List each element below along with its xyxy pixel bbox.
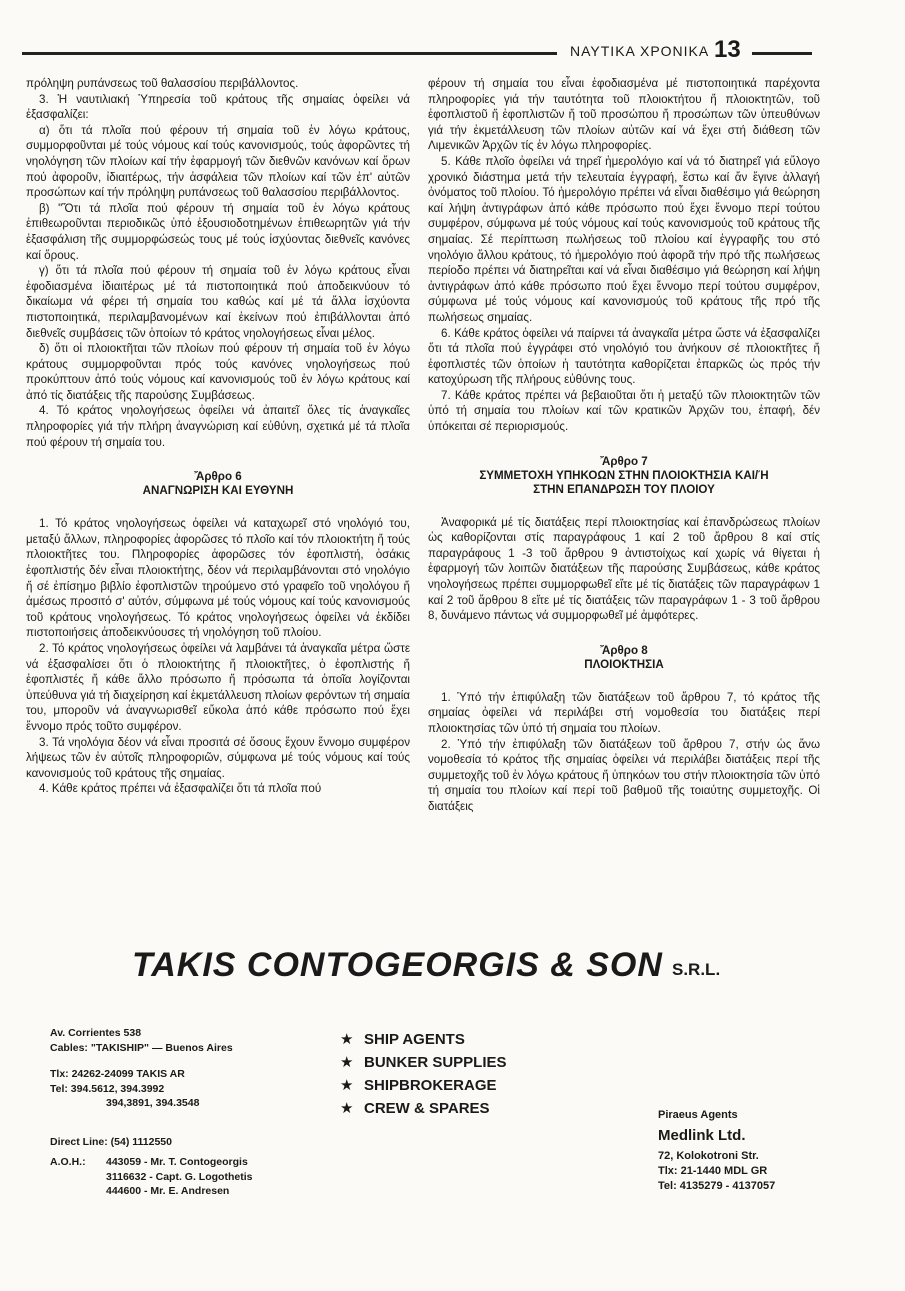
ad-agents-address: 72, Kolokotroni Str. [658, 1150, 759, 1162]
ad-aoh-contact: 444600 - Mr. E. Andresen [106, 1185, 230, 1197]
ad-piraeus-agents [658, 1108, 775, 1194]
page-header [22, 38, 812, 68]
ad-address: Av. Corrientes 538 [50, 1027, 142, 1039]
paragraph: α) ὅτι τά πλοῖα πού φέρουν τή σημαία τοῦ ἐν λόγω κράτους, συμμορφοῦνται μέ τούς νόμους καί τούς κανονισμούς, τούς ἀφορῶντες τή νηολόγηση τῶν πλοίων καί τήν ἐφαρμογή τῶν διεθνῶν κανόνων καί ὅρων πού ἀφοροῦν, ἰδιαιτέρως, τήν ἀσφάλεια τῶν πλοίων καί τῶν ἐπ' αὐτῶν προσώπων καί τήν πρόληψη ρυπάνσεως τοῦ θαλασσίου περιβάλλοντος. [26, 123, 410, 200]
article-title: ΑΝΑΓΝΩΡΙΣΗ ΚΑΙ ΕΥΘΥΝΗ [142, 484, 294, 498]
ad-telex: Tlx: 24262-24099 TAKIS AR [50, 1068, 185, 1080]
ad-aoh-contact: 443059 - Mr. T. Contogeorgis [106, 1156, 248, 1168]
paragraph: 1. Τό κράτος νηολογήσεως ὀφείλει νά καταχωρεῖ στό νηολόγιό του, μεταξύ ἄλλων, πληροφορίες ἀφορῶσες τό πλοῖο καί τόν πλοιοκτήτη ἤ τούς πλοιοκτῆτες του. Πληροφορίες ἀφορῶσες τόν ἐφοπλιστή, ὁσάκις ἐφοπλιστής δέν εἶναι πλοιοκτήτης, δέον νά περιλαμβάνονται στό νηολόγιο ἤ σέ ἐπίσημο βιβλίο ἐφοπλιστῶν τηρούμενο στό γραφεῖο τοῦ νηολόγου ἤ ἀμέσως προσιτό σ' αὐτόν, σύμφωνα μέ τούς νόμους καί τούς κανονισμούς τοῦ κράτους νηολογήσεως. Τό κράτος νηολογήσεως ὀφείλει νά ἐκδίδει πιστοποιήσεις ἀποδεικνύουσες τή νηολόγηση τοῦ πλοίου. [26, 517, 410, 640]
paragraph: 3. Τά νηολόγια δέον νά εἶναι προσιτά σέ ὅσους ἔχουν ἔννομο συμφέρον λήψεως τῶν ἐν αὐτοῖς πληροφοριῶν, σύμφωνα μέ τούς νόμους καί τούς κανονισμούς τοῦ κράτους τῆς σημαίας. [26, 735, 410, 780]
ad-company-name: TAKIS CONTOGEORGIS & SON [132, 946, 663, 984]
paragraph: Ἀναφορικά μέ τίς διατάξεις περί πλοιοκτησίας καί ἐπανδρώσεως πλοίων ὡς καθορίζονται στίς παραγράφους 1 καί 2 τοῦ ἄρθρου 8 καί στίς παραγράφους 1 -3 τοῦ ἄρθρου 9 ἀντιστοίχως καί χωρίς νά θίγεται ἡ ἐφαρμογή τῶν λοιπῶν διατάξεων τῆς παρούσης Συμβάσεως, κάθε κράτος νηολογήσεως πρέπει συμμορφωθεῖ εἴτε μέ τίς διατάξεις τῶν παραγράφων 1 καί 2 τοῦ ἄρθρου 8 εἴτε μέ τίς διατάξεις τῶν παραγράφων 1 - 3 τοῦ ἄρθρου 8, δυνάμενο πάντως νά συμμορφωθεῖ μέ ἀμφότερες. [428, 515, 820, 623]
ad-direct-line: Direct Line: (54) 1112550 [50, 1135, 172, 1148]
star-icon: ★ [340, 1031, 354, 1048]
paragraph: δ) ὅτι οἱ πλοιοκτῆται τῶν πλοίων πού φέρουν τή σημαία τοῦ ἐν λόγω κράτους συμμορφοῦνται πρός τούς κανόνες νηολογήσεως πού προκύπτουν ἀπό τούς νόμους καί κανονισμούς τοῦ ἐν λόγω κράτους καί ἀπό τίς διατάξεις τῆς παρούσης Συμβάσεως. [26, 342, 410, 402]
article-title-line2: ΣΤΗΝ ΕΠΑΝΔΡΩΣΗ ΤΟΥ ΠΛΟΙΟΥ [533, 482, 715, 496]
ad-contact-block [50, 1026, 340, 1199]
paragraph: β) "Ὅτι τά πλοῖα πού φέρουν τή σημαία τοῦ ἐν λόγω κράτους ἐπιθεωροῦνται περιοδικῶς ὑπό ἐξουσιοδοτημένων ἐπιθεωρητῶν γιά τήν ἐξασφάλιση τῆς συμμορφώσεώς τους μέ τούς ἰσχύοντας διεθνεῖς κανόνες καί ὅρους. [26, 201, 410, 262]
article-number: Ἄρθρο 7 [600, 454, 648, 468]
ad-service-item: ★ CREW & SPARES [340, 1097, 507, 1120]
header-rule-right [752, 52, 812, 55]
star-icon: ★ [340, 1054, 354, 1071]
header-rule-left [22, 52, 557, 55]
left-column [26, 76, 410, 797]
star-icon: ★ [340, 1100, 354, 1117]
ad-service-item: ★ BUNKER SUPPLIES [340, 1051, 507, 1074]
ad-aoh-row [50, 1155, 340, 1170]
ad-service-item: ★ SHIPBROKERAGE [340, 1074, 507, 1097]
article-number: Ἄρθρο 8 [600, 643, 648, 657]
ad-aoh-label: A.O.H.: [50, 1156, 86, 1168]
paragraph: πρόληψη ρυπάνσεως τοῦ θαλασσίου περιβάλλοντος. [26, 77, 299, 90]
ad-company-suffix: S.R.L. [672, 960, 721, 979]
page-number: 13 [714, 36, 741, 63]
article-title: ΣΥΜΜΕΤΟΧΗ ΥΠΗΚΟΩΝ ΣΤΗΝ ΠΛΟΙΟΚΤΗΣΙΑ ΚΑΙ/Ή [479, 468, 769, 482]
ad-service-item: ★ SHIP AGENTS [340, 1028, 507, 1051]
paragraph: 1. Ὑπό τήν ἐπιφύλαξη τῶν διατάξεων τοῦ ἄρθρου 7, τό κράτος τῆς σημαίας ὀφείλει νά περιλάβει στή νομοθεσία του διατάξεις περί πλοιοκτησίας τῶν ὑπό τή σημαία του πλοίων. [428, 690, 820, 735]
ad-telephone: Tel: 394.5612, 394.3992 [50, 1082, 165, 1095]
article-title: ΠΛΟΙΟΚΤΗΣΙΑ [584, 657, 664, 671]
paragraph: 6. Κάθε κράτος ὀφείλει νά παίρνει τά ἀναγκαῖα μέτρα ὥστε νά ἐξασφαλίζει ὅτι τά πλοῖα πού ἐγγράφει στό νηολόγιό του ἀνήκουν σέ πλοιοκτῆτες ἤ ἐφοπλιστές τῶν ὁποίων ἡ ταυτότητα καθορίζεται ἐπαρκῶς ὡς πρός τήν κατοχύρωση τῆς πλήρους εὐθύνης τους. [428, 326, 820, 387]
paragraph: φέρουν τή σημαία του εἶναι ἐφοδιασμένα μέ πιστοποιητικά παρέχοντα πληροφορίες γιά τήν ταυτότητα τοῦ πλοιοκτήτου ἤ πλοιοκτητῶν, τοῦ ἐφοπλιστοῦ ἤ ἐφοπλιστῶν ἤ τοῦ προσώπου ἤ προσώπων τῶν ὑπευθύνων γιά τήν ἐκμετάλλευση τῶν πλοίων αὐτῶν καί νά ἔχει στή διάθεση τῶν Λιμενικῶν Ἀρχῶν τίς ἐν λόγω πληροφορίες. [428, 77, 820, 153]
paragraph: γ) ὅτι τά πλοῖα πού φέρουν τή σημαία τοῦ ἐν λόγω κράτους εἶναι ἐφοδιασμένα ἰδιαιτέρως μέ τά πιστοποιητικά πού ἀποδεικνύουν τό δικαίωμα νά φέρει τή σημαία του καθώς καί μέ τά ἄλλα ἰσχύοντα πιστοποιητικά, περιλαμβανομένων καί ἐκείνων πού ἐπιβάλλονται ἀπό διεθνεῖς συμβάσεις τῶν ὁποίων τό κράτος νηολογήσεως εἶναι μέλος. [26, 264, 410, 340]
paragraph: 4. Κάθε κράτος πρέπει νά ἐξασφαλίζει ὅτι τά πλοῖα πού [39, 782, 322, 796]
magazine-name: ΝΑΥΤΙΚΑ ΧΡΟΝΙΚΑ [570, 43, 710, 59]
ad-agents-name: Medlink Ltd. [658, 1127, 746, 1144]
article-7-heading [428, 455, 820, 497]
ad-agents-label: Piraeus Agents [658, 1109, 738, 1121]
ad-cables: Cables: "TAKISHIP" — Buenos Aires [50, 1041, 233, 1054]
ad-agents-telephone: Tel: 4135279 - 4137057 [658, 1180, 776, 1192]
ad-agents-telex: Tlx: 21-1440 MDL GR [658, 1165, 768, 1177]
paragraph: 5. Κάθε πλοῖο ὀφείλει νά τηρεῖ ἡμερολόγιο καί νά τό διατηρεῖ γιά εὔλογο χρονικό διάστημα μετά τήν τελευταία ἐγγραφή, ἔστω καί ἄν ἔγινε ἀλλαγή ὀνόματος τοῦ πλοίου. Τό ἡμερολόγιο πρέπει νά εἶναι διαθέσιμο γιά θεώρηση καί λήψη ἀντιγράφων ἀπό κάθε πρόσωπο πού ἔχει ἔννομο περί τούτου συμφέρον, σύμφωνα μέ τούς νόμους καί τούς κανονισμούς τοῦ κράτους τῆς σημαίας. Σέ περίπτωση πωλήσεως τοῦ πλοίου καί ἐγγραφῆς του στό νηολόγιο ἄλλου κράτους, τό ἡμερολόγιο πού ἀφορᾶ τήν πρό τῆς πωλήσεως περίοδο πρέπει νά διατηρεῖται καί νά εἶναι διαθέσιμο γιά θεώρηση καί λήψη ἀντιγράφων ἀπό κάθε πρόσωπο πού ἔχει ἔννομο περί τούτου συμφέρον, σύμφωνα μέ τούς νόμους καί κανονισμούς τοῦ κράτους τῆς πρό τῆς πωλήσεως σημαίας. [428, 154, 820, 324]
ad-telephone-cont: 394,3891, 394.3548 [106, 1097, 200, 1109]
article-8-heading [428, 644, 820, 672]
ad-services-list [340, 1028, 507, 1120]
advertisement [22, 942, 822, 1242]
paragraph: 7. Κάθε κράτος πρέπει νά βεβαιοῦται ὅτι ἡ μεταξύ τῶν πλοιοκτητῶν τῶν ὑπό τή σημαία του πλοίων καί τῶν κρατικῶν Ἀρχῶν του, ἐπαφή, δέν ὑπόκειται σέ περιορισμούς. [428, 388, 820, 434]
paragraph: 4. Τό κράτος νηολογήσεως ὀφείλει νά ἀπαιτεῖ ὅλες τίς ἀναγκαῖες πληροφορίες γιά τήν πλήρη ἀναγνώριση καί εὐθύνη, σχετικά μέ τά πλοῖα πού φέρουν τή σημαία του. [26, 404, 410, 449]
article-number: Ἄρθρο 6 [194, 470, 242, 484]
paragraph: 2. Τό κράτος νηολογήσεως ὀφείλει νά λαμβάνει τά ἀναγκαῖα μέτρα ὥστε νά ἐξασφαλίσει ὅτι ὁ πλοιοκτήτης ἤ πλοιοκτῆτες, ὁ ἐφοπλιστής ἤ ἐφοπλιστές ἤ κάθε ἄλλο πρόσωπο ἤ πρόσωπα τά ὁποῖα λογίζονται ὑπεύθυνα γιά τή διαχείρηση καί ἐκμετάλλευση πλοίων φερόντων τή σημαία του, μποροῦν νά ἀναγνωρισθεῖ εὔκολα ἀπό κάθε πρόσωπο πού ἔχει ἔννομο πρός τοῦτο συμφέρον. [26, 642, 410, 733]
paragraph: 2. Ὑπό τήν ἐπιφύλαξη τῶν διατάξεων τοῦ ἄρθρου 7, στήν ὡς ἄνω νομοθεσία τό κράτος τῆς σημαίας ὀφείλει νά περιλάβει διατάξεις περί τῆς συμμετοχῆς τοῦ ἐν λόγω κράτους ἤ ὑπηκόων του στήν πλοιοκτησία τῶν ὑπό τή σημαία του πλοίων καί περί τοῦ βαθμοῦ τῆς τοιαύτης συμμετοχῆς. Οἱ διατάξεις [428, 737, 820, 813]
right-column [428, 76, 820, 815]
article-6-heading [26, 470, 410, 498]
star-icon: ★ [340, 1077, 354, 1094]
paragraph: 3. Ἡ ναυτιλιακή Ὑπηρεσία τοῦ κράτους τῆς σημαίας ὀφείλει νά ἐξασφαλίζει: [26, 92, 410, 122]
ad-aoh-contact: 3116632 - Capt. G. Logothetis [106, 1170, 253, 1183]
